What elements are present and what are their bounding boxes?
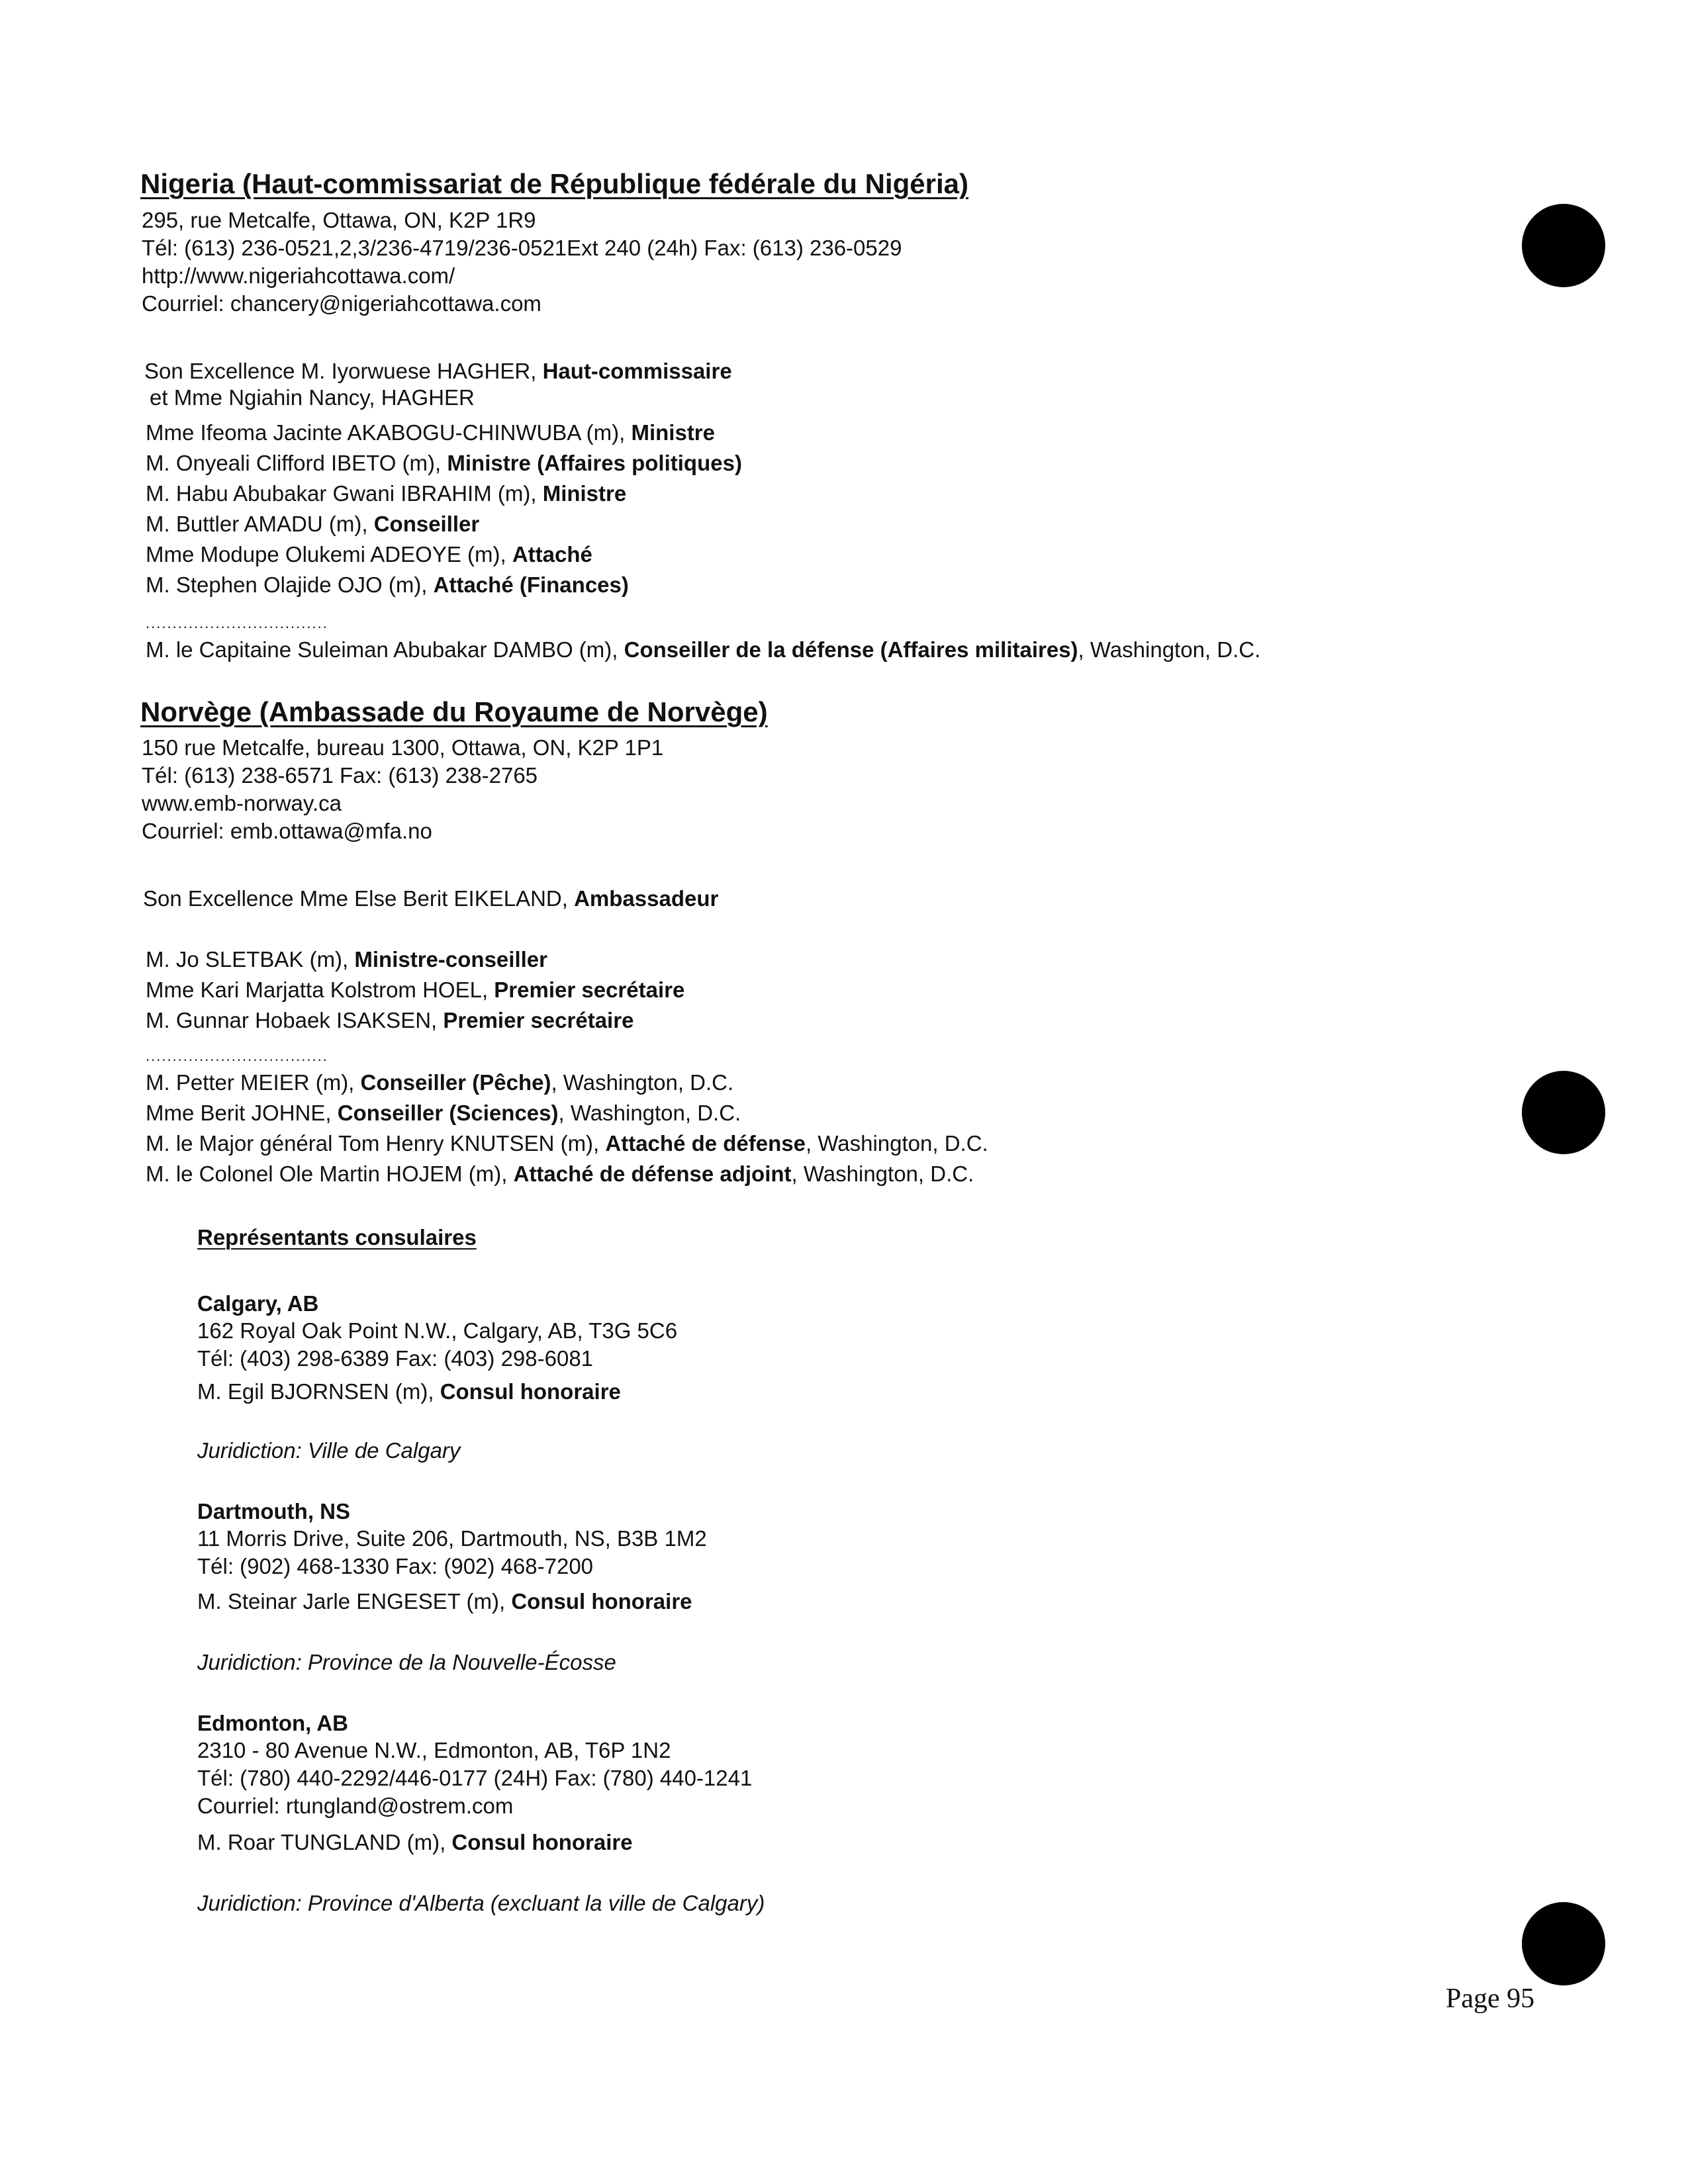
norway-separator: ..................................: [146, 1048, 328, 1064]
norway-washington-row: [146, 1161, 974, 1187]
norway-head-name: Son Excellence Mme Else Berit EIKELAND,: [143, 886, 575, 911]
nigeria-staff-row: [146, 572, 629, 598]
defense-location: , Washington, D.C.: [1078, 637, 1261, 662]
defense-title: Conseiller de la défense (Affaires militaires): [624, 637, 1078, 662]
staff-name: M. Buttler AMADU (m),: [146, 512, 374, 536]
norway-head-of-mission: [143, 886, 718, 912]
staff-name: M. Petter MEIER (m),: [146, 1070, 361, 1095]
norway-washington-row: [146, 1069, 733, 1096]
consulate-tel: Tél: (780) 440-2292/446-0177 (24H) Fax: (780) 440-1241: [197, 1766, 753, 1790]
norway-staff-row: [146, 946, 547, 973]
staff-title: Ministre (Affaires politiques): [447, 451, 742, 475]
staff-name: Mme Modupe Olukemi ADEOYE (m),: [146, 542, 512, 567]
nigeria-staff-row: [146, 480, 626, 507]
nigeria-head-name: Son Excellence M. Iyorwuese HAGHER,: [144, 359, 543, 383]
nigeria-spouse: et Mme Ngiahin Nancy, HAGHER: [150, 385, 475, 410]
nigeria-head-title: Haut-commissaire: [542, 359, 732, 383]
nigeria-web: http://www.nigeriahcottawa.com/: [142, 263, 455, 288]
staff-name: M. Jo SLETBAK (m),: [146, 947, 355, 972]
consulate-address: 162 Royal Oak Point N.W., Calgary, AB, T3G 5C6: [197, 1318, 678, 1343]
staff-title: Conseiller (Pêche): [360, 1070, 551, 1095]
consul-title: Consul honoraire: [511, 1589, 692, 1614]
consul-name: M. Steinar Jarle ENGESET (m),: [197, 1589, 512, 1614]
staff-location: , Washington, D.C.: [558, 1101, 741, 1125]
nigeria-staff-row: [146, 541, 592, 568]
consulate-address: 11 Morris Drive, Suite 206, Dartmouth, NS, B3B 1M2: [197, 1526, 707, 1551]
staff-location: , Washington, D.C.: [551, 1070, 734, 1095]
nigeria-address: 295, rue Metcalfe, Ottawa, ON, K2P 1R9: [142, 208, 536, 232]
consulate-jurisdiction: Juridiction: Province de la Nouvelle-Écosse: [197, 1650, 616, 1674]
staff-title: Premier secrétaire: [494, 978, 685, 1002]
staff-name: M. Habu Abubakar Gwani IBRAHIM (m),: [146, 481, 543, 506]
norway-staff-row: [146, 1007, 633, 1034]
consulate-tel: Tél: (902) 468-1330 Fax: (902) 468-7200: [197, 1554, 594, 1578]
staff-title: Attaché (Finances): [433, 572, 629, 597]
consulate-consul: [197, 1379, 621, 1405]
consul-title: Consul honoraire: [440, 1379, 621, 1404]
consulate-tel: Tél: (403) 298-6389 Fax: (403) 298-6081: [197, 1346, 594, 1371]
nigeria-email: Courriel: chancery@nigeriahcottawa.com: [142, 291, 541, 316]
norway-staff-row: [146, 977, 684, 1003]
norway-address: 150 rue Metcalfe, bureau 1300, Ottawa, ON, K2P 1P1: [142, 735, 664, 760]
punch-hole-bottom: [1522, 1902, 1605, 1985]
nigeria-staff-row: [146, 511, 479, 537]
staff-name: M. Gunnar Hobaek ISAKSEN,: [146, 1008, 444, 1032]
norway-head-title: Ambassadeur: [574, 886, 719, 911]
consul-name: M. Roar TUNGLAND (m),: [197, 1830, 452, 1854]
nigeria-tel: Tél: (613) 236-0521,2,3/236-4719/236-0521Ext 240 (24h) Fax: (613) 236-0529: [142, 236, 902, 260]
staff-name: M. le Colonel Ole Martin HOJEM (m),: [146, 1161, 514, 1186]
consulate-email: Courriel: rtungland@ostrem.com: [197, 1794, 514, 1818]
norway-washington-row: [146, 1100, 741, 1126]
staff-title: Conseiller: [373, 512, 480, 536]
nigeria-staff-row: [146, 450, 742, 477]
staff-name: M. Onyeali Clifford IBETO (m),: [146, 451, 447, 475]
staff-location: , Washington, D.C.: [791, 1161, 974, 1186]
norway-heading: Norvège (Ambassade du Royaume de Norvège): [140, 696, 768, 727]
staff-title: Conseiller (Sciences): [337, 1101, 559, 1125]
consul-title: Consul honoraire: [451, 1830, 633, 1854]
norway-web: www.emb-norway.ca: [142, 791, 342, 815]
punch-hole-top: [1522, 204, 1605, 287]
consulate-city: Edmonton, AB: [197, 1711, 348, 1735]
staff-name: Mme Ifeoma Jacinte AKABOGU-CHINWUBA (m),: [146, 420, 632, 445]
defense-name: M. le Capitaine Suleiman Abubakar DAMBO (m),: [146, 637, 624, 662]
nigeria-defense-attache: [146, 637, 1260, 663]
consulate-consul: [197, 1588, 692, 1615]
staff-name: M. le Major général Tom Henry KNUTSEN (m),: [146, 1131, 606, 1156]
nigeria-head-of-mission: [144, 358, 732, 385]
norway-washington-row: [146, 1130, 988, 1157]
staff-title: Attaché de défense adjoint: [513, 1161, 792, 1186]
nigeria-separator: ..................................: [146, 615, 328, 631]
staff-name: Mme Kari Marjatta Kolstrom HOEL,: [146, 978, 494, 1002]
norway-email: Courriel: emb.ottawa@mfa.no: [142, 819, 432, 843]
consul-name: M. Egil BJORNSEN (m),: [197, 1379, 440, 1404]
staff-title: Ministre-conseiller: [354, 947, 547, 972]
norway-tel: Tél: (613) 238-6571 Fax: (613) 238-2765: [142, 763, 538, 788]
nigeria-heading: Nigeria (Haut-commissariat de République fédérale du Nigéria): [140, 168, 968, 199]
consulate-consul: [197, 1829, 633, 1856]
staff-title: Ministre: [631, 420, 716, 445]
consular-heading: Représentants consulaires: [197, 1225, 477, 1250]
consulate-jurisdiction: Juridiction: Province d'Alberta (excluant la ville de Calgary): [197, 1891, 765, 1915]
staff-location: , Washington, D.C.: [805, 1131, 988, 1156]
staff-title: Ministre: [542, 481, 627, 506]
page-number: Page 95: [1446, 1983, 1535, 2014]
punch-hole-middle: [1522, 1071, 1605, 1154]
consulate-jurisdiction: Juridiction: Ville de Calgary: [197, 1438, 461, 1463]
consulate-city: Calgary, AB: [197, 1291, 319, 1316]
consulate-address: 2310 - 80 Avenue N.W., Edmonton, AB, T6P 1N2: [197, 1738, 671, 1762]
staff-name: Mme Berit JOHNE,: [146, 1101, 338, 1125]
staff-title: Premier secrétaire: [443, 1008, 634, 1032]
staff-name: M. Stephen Olajide OJO (m),: [146, 572, 434, 597]
staff-title: Attaché de défense: [605, 1131, 806, 1156]
consulate-city: Dartmouth, NS: [197, 1499, 350, 1524]
nigeria-staff-row: [146, 420, 715, 446]
staff-title: Attaché: [512, 542, 592, 567]
